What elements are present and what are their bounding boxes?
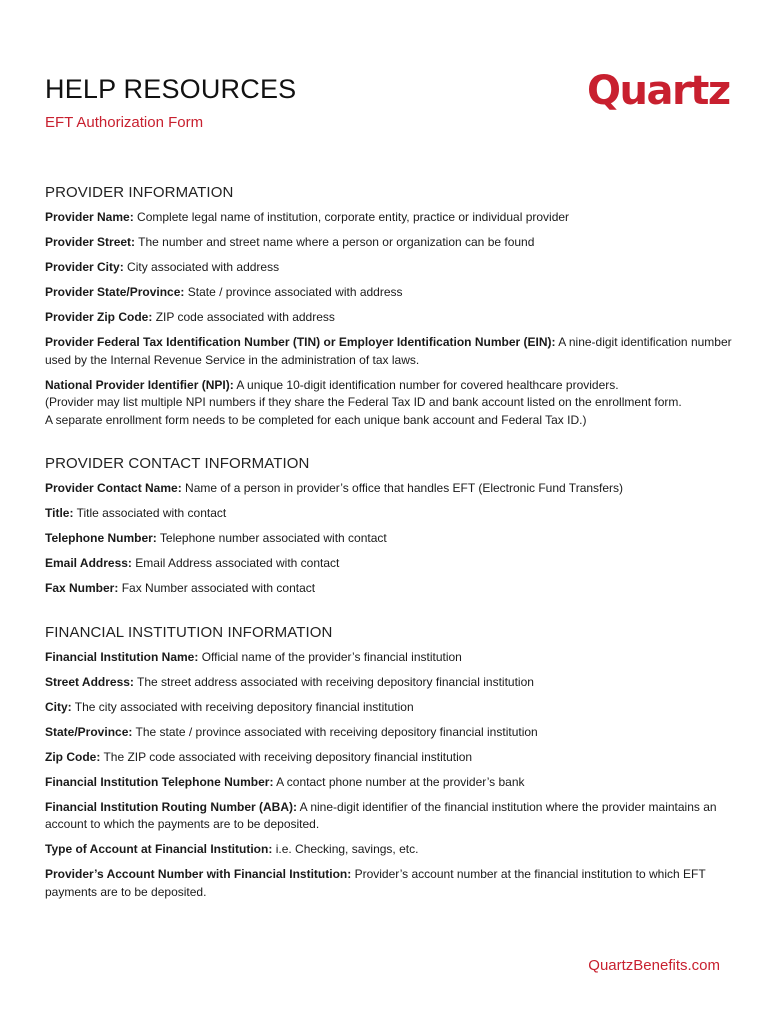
field-term: Financial Institution Name: — [45, 649, 199, 664]
definition-entry — [45, 480, 735, 498]
field-description: The number and street name where a person or organization can be found — [138, 235, 535, 249]
field-note-line: (Provider may list multiple NPI numbers if they share the Federal Tax ID and bank account listed on the enrollment form. — [45, 395, 682, 409]
field-term: Telephone Number: — [45, 531, 157, 545]
document-body — [45, 184, 735, 927]
field-description: Telephone number associated with contact — [159, 531, 387, 545]
section-heading: PROVIDER CONTACT INFORMATION — [45, 455, 310, 472]
field-term: Street Address: — [45, 674, 134, 689]
field-description: Email Address associated with contact — [135, 556, 340, 570]
logo-wordmark: Quartz — [587, 68, 730, 114]
field-term: Provider City: — [45, 260, 124, 274]
field-term: City: — [45, 699, 72, 714]
field-description: ZIP code associated with address — [155, 310, 335, 324]
definition-entry — [45, 799, 735, 834]
definition-entry — [45, 866, 735, 901]
field-description: City associated with address — [127, 260, 280, 274]
field-description: The city associated with receiving depository financial institution — [74, 699, 414, 714]
field-term: Provider Zip Code: — [45, 310, 153, 324]
definition-entry — [45, 234, 735, 252]
field-note-line: A separate enrollment form needs to be completed for each unique bank account and Federal Tax ID.) — [45, 412, 587, 427]
definition-entry — [45, 555, 735, 573]
section — [45, 184, 735, 429]
definition-entry — [45, 530, 735, 548]
field-term: Zip Code: — [45, 749, 101, 764]
page-subtitle: EFT Authorization Form — [45, 114, 204, 131]
page-title: HELP RESOURCES — [45, 74, 297, 104]
field-term: Provider’s Account Number with Financial Institution: — [45, 867, 352, 881]
field-description: Official name of the provider’s financial institution — [201, 649, 462, 664]
quartz-benefits-link[interactable]: QuartzBenefits.com — [588, 957, 720, 974]
field-description: i.e. Checking, savings, etc. — [275, 842, 419, 856]
field-description: A nine-digit identification number used by the Internal Revenue Service in the administration of tax laws. — [45, 335, 732, 367]
field-description: Title associated with contact — [76, 506, 227, 520]
section — [45, 624, 735, 902]
definition-entry — [45, 699, 735, 717]
field-term: Type of Account at Financial Institution: — [45, 842, 273, 856]
definition-entry — [45, 334, 735, 369]
field-description: State / province associated with address — [187, 285, 403, 299]
definition-entry — [45, 674, 735, 692]
field-term: State/Province: — [45, 724, 133, 739]
field-description: A nine-digit identifier of the financial institution where the provider maintains an account to which the payments are to be deposited. — [45, 799, 717, 831]
definition-entry — [45, 724, 735, 742]
field-description: Name of a person in provider’s office that handles EFT (Electronic Fund Transfers) — [185, 481, 624, 495]
quartz-logo — [585, 60, 730, 120]
definition-entry — [45, 377, 735, 430]
field-description: A contact phone number at the provider’s bank — [276, 774, 525, 789]
field-term: Financial Institution Telephone Number: — [45, 774, 274, 789]
section-heading: PROVIDER INFORMATION — [45, 184, 234, 201]
field-term: National Provider Identifier (NPI): — [45, 377, 234, 392]
definition-entry — [45, 505, 735, 523]
definition-entry — [45, 209, 735, 227]
field-description: The street address associated with receiving depository financial institution — [137, 674, 534, 689]
definition-entry — [45, 259, 735, 277]
definition-entry — [45, 649, 735, 667]
definition-entry — [45, 309, 735, 327]
field-description: A unique 10-digit identification number for covered healthcare providers. — [236, 377, 619, 392]
field-term: Provider Contact Name: — [45, 481, 182, 495]
section-heading: FINANCIAL INSTITUTION INFORMATION — [45, 623, 333, 641]
field-description: The state / province associated with receiving depository financial institution — [135, 724, 538, 739]
definition-entry — [45, 749, 735, 767]
field-description: Fax Number associated with contact — [121, 581, 316, 595]
definition-entry — [45, 774, 735, 792]
field-term: Provider State/Province: — [45, 285, 185, 299]
field-term: Fax Number: — [45, 581, 119, 595]
field-term: Financial Institution Routing Number (ABA): — [45, 799, 297, 814]
field-term: Provider Name: — [45, 210, 134, 224]
field-description: Provider’s account number at the financial institution to which EFT payments are to be deposited. — [45, 867, 706, 899]
field-term: Provider Federal Tax Identification Number (TIN) or Employer Identification Number (EIN): — [45, 335, 556, 349]
field-term: Title: — [45, 506, 74, 520]
definition-entry — [45, 580, 735, 598]
section — [45, 455, 735, 598]
field-term: Provider Street: — [45, 235, 136, 249]
definition-entry — [45, 841, 735, 859]
field-description: The ZIP code associated with receiving depository financial institution — [103, 749, 473, 764]
definition-entry — [45, 284, 735, 302]
field-term: Email Address: — [45, 556, 132, 570]
field-description: Complete legal name of institution, corporate entity, practice or individual provider — [137, 210, 570, 224]
